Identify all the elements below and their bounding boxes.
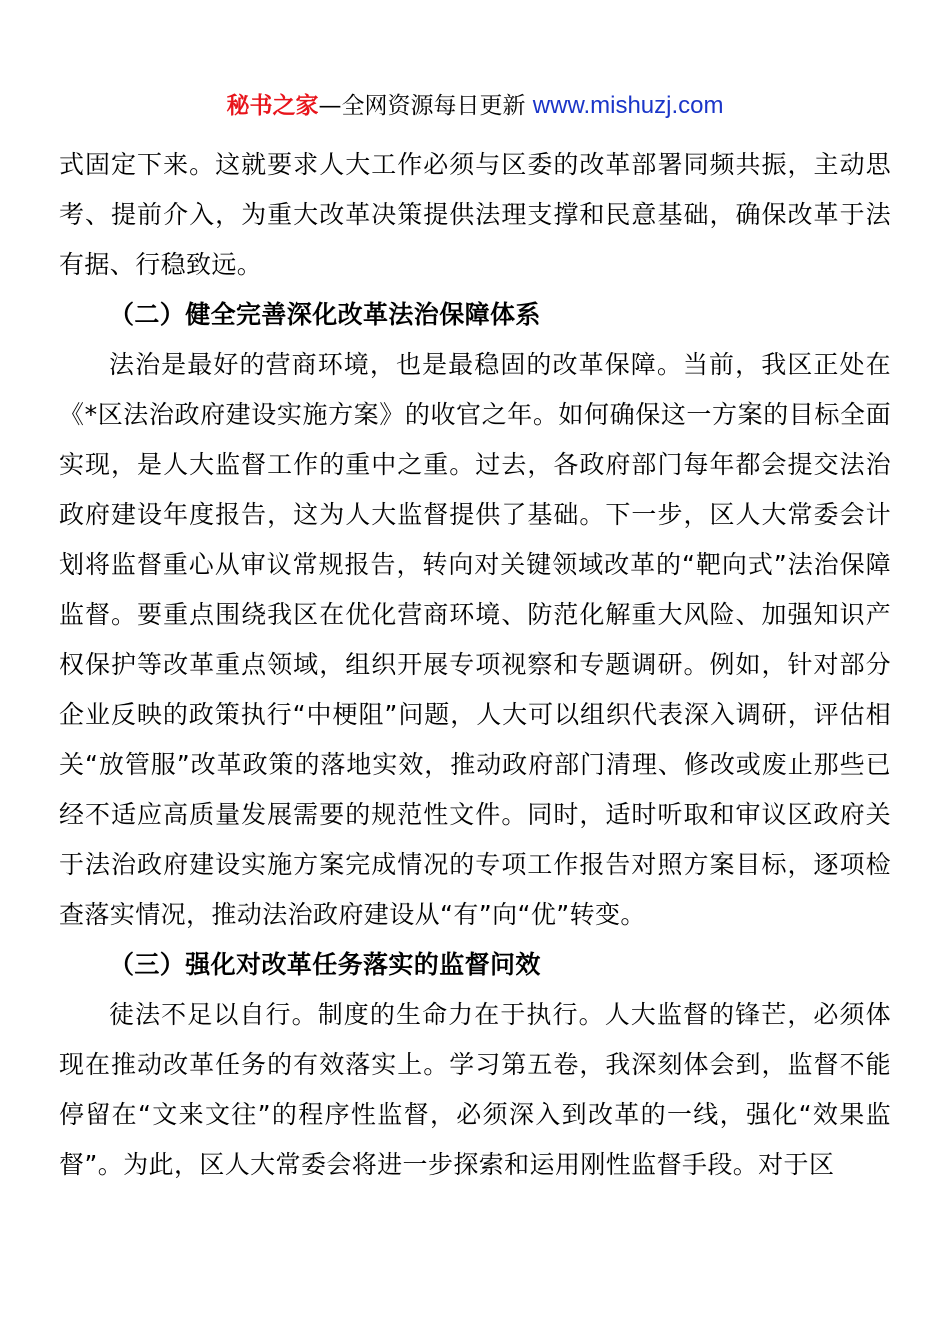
site-tagline: —全网资源每日更新 xyxy=(318,93,526,119)
paragraph-2: 法治是最好的营商环境，也是最稳固的改革保障。当前，我区正处在《*区法治政府建设实施方案》的收官之年。如何确保这一方案的目标全面实现，是人大监督工作的重中之重。过去，各政府部门每年都会提交法治政府建设年度报告，这为人大监督提供了基础。下一步，区人大常委会计划将监督重心从审议常规报告，转向对关键领域改革的“靶向式”法治保障监督。要重点围绕我区在优化营商环境、防范化解重大风险、加强知识产权保护等改革重点领域，组织开展专项视察和专题调研。例如，针对部分企业反映的政策执行“中梗阻”问题，人大可以组织代表深入调研，评估相关“放管服”改革政策的落地实效，推动政府部门清理、修改或废止那些已经不适应高质量发展需要的规范性文件。同时，适时听取和审议区政府关于法治政府建设实施方案完成情况的专项工作报告对照方案目标，逐项检查落实情况，推动法治政府建设从“有”向“优”转变。 xyxy=(59,350,891,929)
site-url-link[interactable]: www.mishuzj.com xyxy=(532,92,724,119)
paragraph-3: 徒法不足以自行。制度的生命力在于执行。人大监督的锋芒，必须体现在推动改革任务的有效落实上。学习第五卷，我深刻体会到，监督不能停留在“文来文往”的程序性监督，必须深入到改革的一线，强化“效果监督”。为此，区人大常委会将进一步探索和运用刚性监督手段。对于区 xyxy=(59,1000,891,1179)
document-body xyxy=(59,140,891,1190)
site-brand: 秘书之家 xyxy=(226,93,319,119)
paragraph-1: 式固定下来。这就要求人大工作必须与区委的改革部署同频共振，主动思考、提前介入，为重大改革决策提供法理支撑和民意基础，确保改革于法有据、行稳致远。 xyxy=(59,150,891,279)
site-header xyxy=(0,86,950,126)
section-heading-2: （二）健全完善深化改革法治保障体系 xyxy=(109,300,541,329)
section-heading-3: （三）强化对改革任务落实的监督问效 xyxy=(109,950,541,979)
